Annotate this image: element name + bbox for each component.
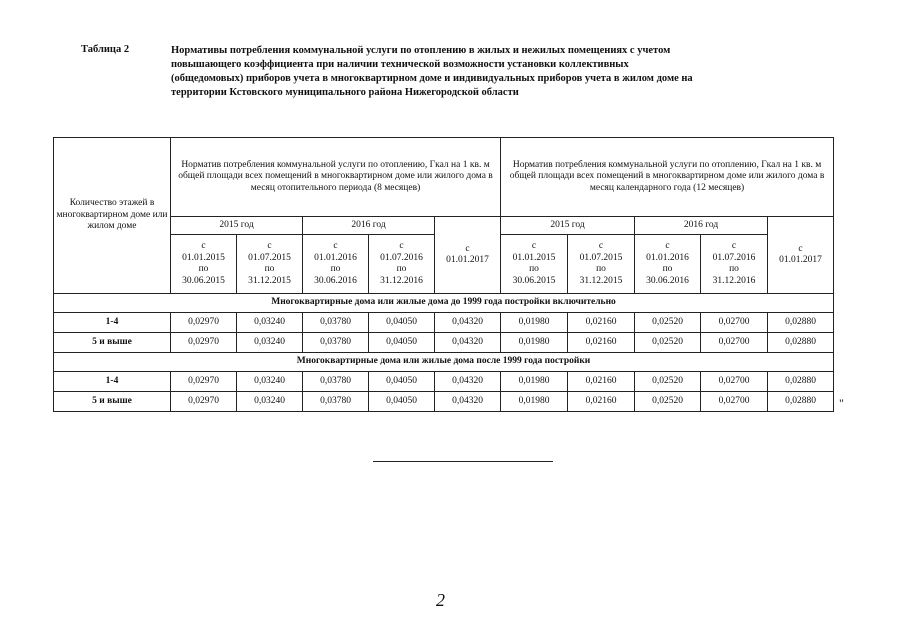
norm-value-cell: 0,04050 [369,372,435,392]
norm-value-cell: 0,04320 [435,392,501,412]
norm-value-cell: 0,02970 [171,392,237,412]
norm-value-cell: 0,02970 [171,313,237,333]
period-text: по [396,264,407,274]
norm-value-cell: 0,04050 [369,333,435,353]
floors-label: 1-4 [54,313,171,333]
period-text: с [333,241,338,251]
caption-line: повышающего коэффициента при наличии технической возможности установки коллективных [171,59,629,70]
period-text: 31.12.2015 [579,275,623,286]
period-text: 30.06.2016 [646,275,689,286]
norm-value-cell: 0,01980 [501,333,568,353]
norm-value-cell: 0,01980 [501,392,568,412]
norm-value-cell: 0,02160 [568,372,635,392]
norm-value-cell: 0,02160 [568,333,635,353]
period-header-cell [635,235,701,294]
floors-label: 1-4 [54,372,171,392]
period-text: по [596,264,606,274]
period-from-2017-header [768,217,834,294]
floors-header-cell: Количество этажей в многоквартирном доме или жилом доме [54,138,171,294]
period-text: с [798,243,803,254]
norm-value-cell: 0,03240 [237,372,303,392]
norm-value-cell: 0,02970 [171,333,237,353]
period-text: по [330,264,341,274]
norm-value-cell: 0,04320 [435,313,501,333]
norm-value-cell: 0,02880 [768,313,834,333]
norm-value-cell: 0,02970 [171,372,237,392]
period-text: 01.07.2016 [712,252,756,263]
period-header-cell [369,235,435,294]
norm-value-cell: 0,02520 [635,372,701,392]
norm-value-cell: 0,02700 [701,392,768,412]
norm-value-cell: 0,02700 [701,313,768,333]
floors-label: 5 и выше [54,333,171,353]
norm-value-cell: 0,03240 [237,333,303,353]
norm-value-cell: 0,04320 [435,333,501,353]
norm-value-cell: 0,02700 [701,372,768,392]
period-header-cell [501,235,568,294]
period-text: с [267,241,272,251]
table-caption-label: Таблица 2 [81,44,130,55]
norm-value-cell: 0,03240 [237,392,303,412]
norm-value-cell: 0,02700 [701,333,768,353]
norm-value-cell: 0,02520 [635,313,701,333]
norm-value-cell: 0,03780 [303,372,369,392]
floors-label: 5 и выше [54,392,171,412]
period-text: по [264,264,275,274]
separator-line [373,461,553,462]
period-text: с [665,241,670,251]
period-text: 01.01.2016 [646,252,689,263]
norm-value-cell: 0,02520 [635,333,701,353]
period-text: 30.06.2015 [512,275,556,286]
period-header-cell [171,235,237,294]
closing-quote: " [839,396,844,410]
table-row [54,333,834,353]
period-text: 31.12.2015 [248,275,291,286]
period-from-2017-header [435,217,501,294]
period-text: с [531,241,537,251]
period-text: 01.07.2016 [380,252,423,263]
period-text: 30.06.2016 [314,275,357,286]
period-text: 01.01.2015 [512,252,556,263]
period-text: с [731,241,737,251]
calendar-year-norm-header: Норматив потребления коммунальной услуги по отоплению, Гкал на 1 кв. м общей площади всех помещений в многоквартирном доме или жилого дома в месяц календарного года (12 месяцев) [501,138,834,217]
period-header-cell [701,235,768,294]
period-text: по [529,264,539,274]
period-text: 01.01.2015 [182,252,225,263]
period-header-cell [237,235,303,294]
consumption-norms-table [53,137,834,412]
norm-value-cell: 0,02520 [635,392,701,412]
period-text: 01.01.2016 [314,252,357,263]
period-text: 31.12.2016 [712,275,756,286]
norm-value-cell: 0,02160 [568,313,635,333]
table-row [54,313,834,333]
norm-value-cell: 0,03780 [303,313,369,333]
period-text: 31.12.2016 [380,275,423,286]
table-body-sections [54,294,834,412]
section-title: Многоквартирные дома или жилые дома до 1999 года постройки включительно [54,294,834,313]
caption-line: территории Кстовского муниципального района Нижегородской области [171,87,519,98]
period-text: 01.01.2017 [446,255,489,265]
norm-value-cell: 0,04320 [435,372,501,392]
period-text: 01.07.2015 [579,252,623,263]
caption-line: (общедомовых) приборов учета в многоквартирном доме и индивидуальных приборов учета в жилом доме на [171,73,693,84]
norm-value-cell: 0,02880 [768,392,834,412]
period-text: с [465,243,470,254]
year-2015-header: 2015 год [171,217,303,235]
period-text: по [198,264,209,274]
section-title-row [54,353,834,372]
year-2016-header: 2016 год [303,217,435,235]
heating-period-norm-header: Норматив потребления коммунальной услуги по отоплению, Гкал на 1 кв. м общей площади всех помещений в многоквартирном доме или жилого дома в месяц отопительного периода (8 месяцев) [171,138,501,217]
norm-value-cell: 0,01980 [501,313,568,333]
norm-value-cell: 0,04050 [369,313,435,333]
norm-value-cell: 0,03780 [303,333,369,353]
period-text: по [729,264,739,274]
page-number: 2 [436,590,445,610]
table-row [54,392,834,412]
caption-line: Нормативы потребления коммунальной услуги по отоплению в жилых и нежилых помещениях с учетом [171,45,671,56]
period-text: с [598,241,604,251]
period-text: 01.01.2017 [779,255,822,265]
period-text: с [399,241,404,251]
year-2015-header: 2015 год [501,217,635,235]
section-title-row [54,294,834,313]
table-caption-title [171,44,831,100]
norm-value-cell: 0,02880 [768,372,834,392]
table-row [54,372,834,392]
norm-value-cell: 0,03780 [303,392,369,412]
period-text: по [662,264,673,274]
period-text: 30.06.2015 [182,275,225,286]
section-title: Многоквартирные дома или жилые дома после 1999 года постройки [54,353,834,372]
period-header-cell [568,235,635,294]
norm-value-cell: 0,04050 [369,392,435,412]
norm-value-cell: 0,02160 [568,392,635,412]
period-text: 01.07.2015 [248,252,291,263]
norm-value-cell: 0,01980 [501,372,568,392]
period-text: с [201,241,206,251]
norm-value-cell: 0,02880 [768,333,834,353]
norm-value-cell: 0,03240 [237,313,303,333]
year-2016-header: 2016 год [635,217,768,235]
period-header-cell [303,235,369,294]
